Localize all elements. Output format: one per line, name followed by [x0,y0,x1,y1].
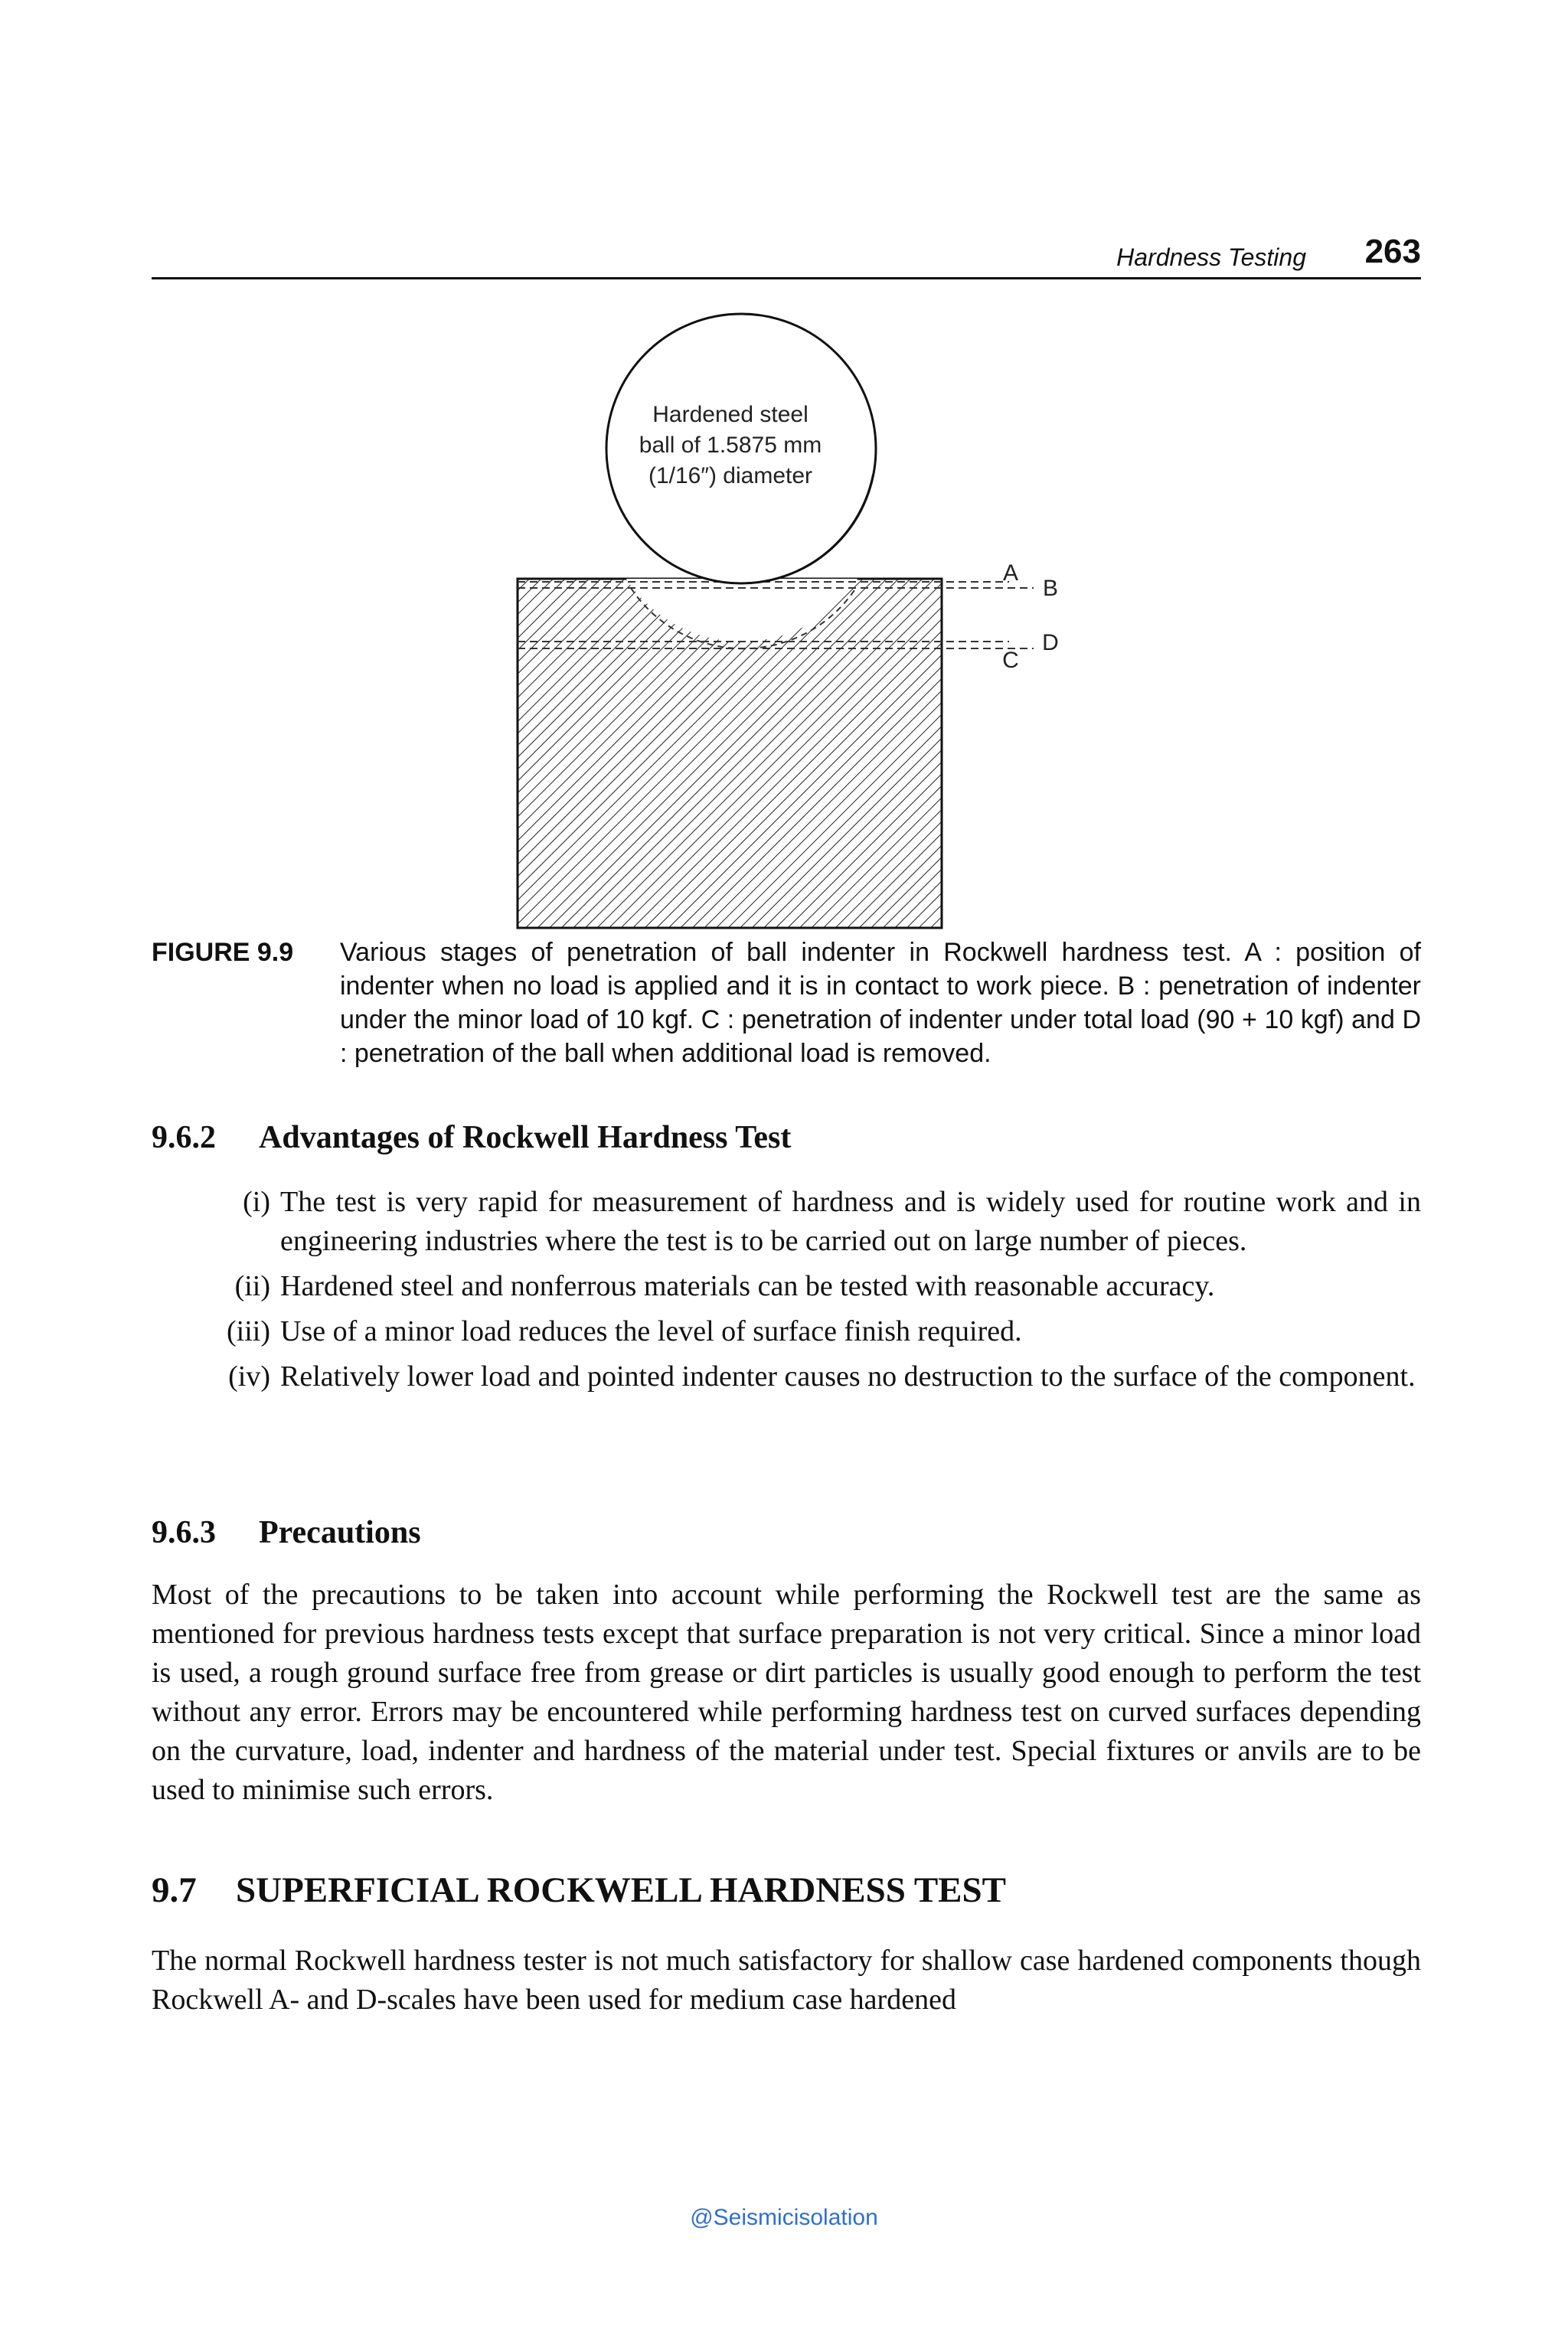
list-item-text: The test is very rapid for measurement of hardness and is widely used for routine work and in engineering industries where the test is to be carried out on large number of pieces. [280,1186,1421,1257]
list-marker: (iv) [228,1360,270,1393]
caption-text: Various stages of penetration of ball indenter in Rockwell hardness test. A : position of indenter when no load is applied and it is in contact to work piece. B : penetration of indenter under the minor load of 10 kgf. C : penetration of indenter under total load (90 + 10 kgf) and D : penetration of the ball when additional load is removed. [340,938,1421,1068]
watermark: @Seismicisolation [690,2205,878,2230]
list-marker: (iii) [227,1315,270,1347]
advantages-list [152,1183,1421,1403]
marker-c: C [1002,648,1019,673]
list-marker: (ii) [234,1270,270,1302]
ball-label-line-2: ball of 1.5875 mm [639,433,822,458]
section-heading-9-6-3 [152,1514,421,1551]
marker-b: B [1042,576,1059,601]
list-item [152,1312,1421,1351]
marker-a: A [1002,560,1019,586]
ball-label-line-1: Hardened steel [652,402,808,427]
caption-label: FIGURE 9.9 [152,938,294,967]
page-number: 263 [1364,233,1421,270]
section-title: Precautions [259,1515,421,1550]
figure-rockwell-ball-indenter [0,0,1568,949]
section-title: Advantages of Rockwell Hardness Test [259,1120,792,1155]
list-item [152,1267,1421,1306]
section-number: 9.6.3 [152,1515,216,1550]
list-item-text: Relatively lower load and pointed indenter causes no destruction to the surface of the component. [280,1360,1416,1393]
section-number: 9.6.2 [152,1120,216,1155]
list-marker: (i) [243,1186,270,1218]
section-title: SUPERFICIAL ROCKWELL HARDNESS TEST [236,1870,1007,1910]
header-title: Hardness Testing [1116,243,1306,271]
marker-d: D [1042,630,1059,655]
list-item-text: Hardened steel and nonferrous materials can be tested with reasonable accuracy. [280,1270,1215,1302]
ball-label-line-3: (1/16″) diameter [648,463,813,488]
list-item-text: Use of a minor load reduces the level of surface finish required. [280,1315,1022,1347]
superficial-paragraph: The normal Rockwell hardness tester is not much satisfactory for shallow case hardened components though Rockwell A- and D-scales have been used for medium case hardened [152,1945,1421,2016]
section-heading-9-6-2 [152,1119,791,1156]
list-item [152,1357,1421,1396]
precautions-paragraph: Most of the precautions to be taken into account while performing the Rockwell test are the same as mentioned for previous hardness tests except that surface preparation is not very critical. Since a minor load is used, a rough ground surface free from grease or dirt particles is usually good enough to perform the test without any error. Errors may be encountered while performing hardness test on curved surfaces depending on the curvature, load, indenter and hardness of the material under test. Special fixtures or anvils are to be used to minimise such errors. [152,1579,1421,1806]
section-heading-9-7 [152,1870,1006,1911]
list-item [152,1183,1421,1261]
section-number: 9.7 [152,1870,197,1910]
